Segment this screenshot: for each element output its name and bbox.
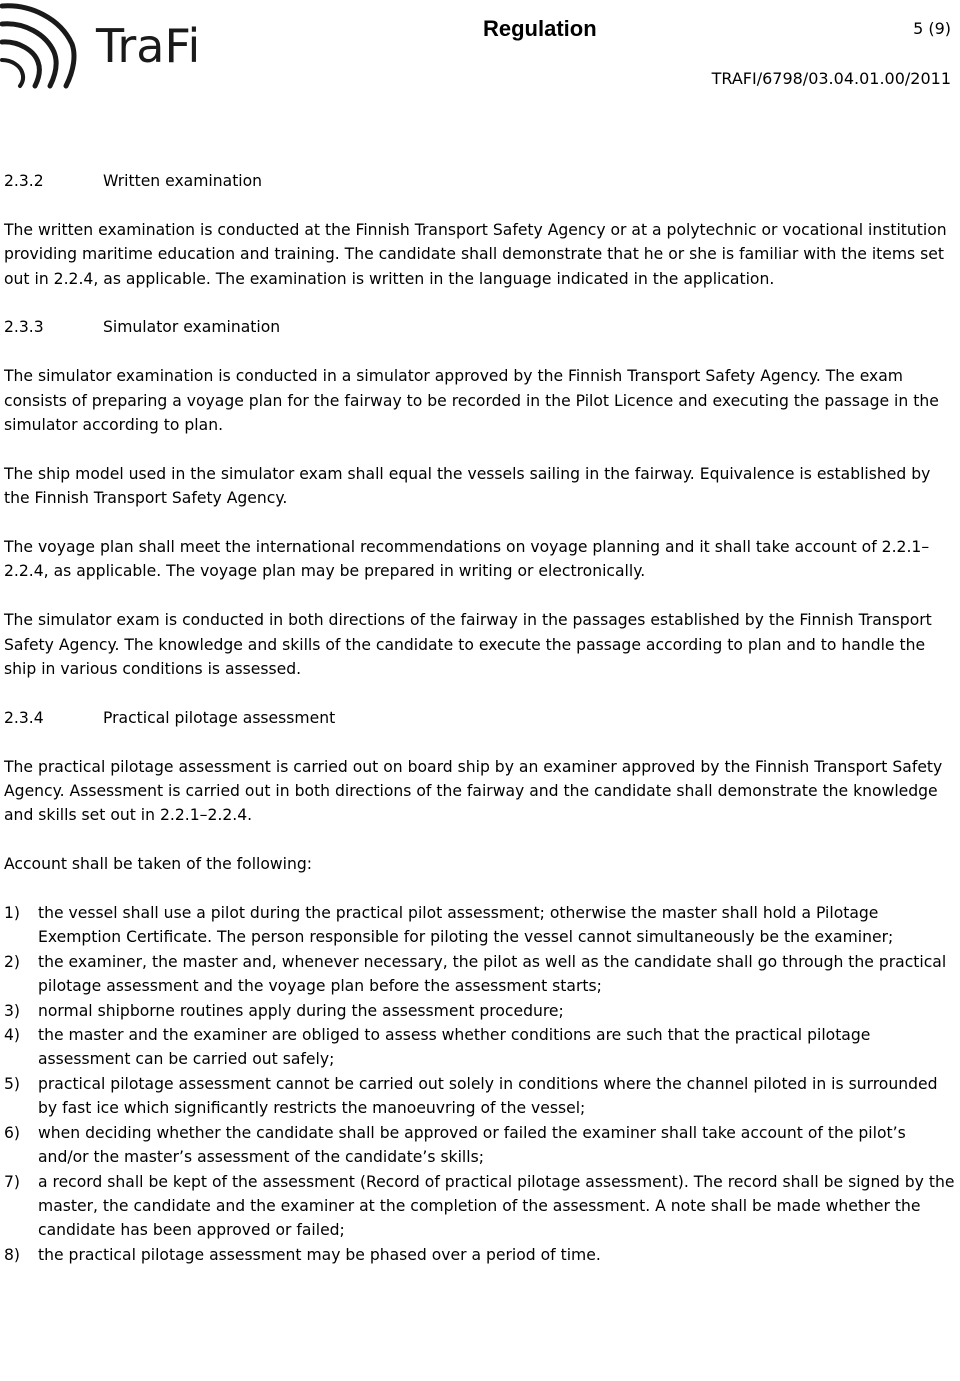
list-item-number: 3): [4, 1001, 21, 1020]
trafi-logo: [0, 0, 230, 100]
document-body: [4, 169, 958, 1267]
list-item: [4, 1170, 958, 1243]
list-item: [4, 999, 958, 1023]
list-item: [4, 901, 958, 950]
paragraph: The simulator exam is conducted in both directions of the fairway in the passages established by the Finnish Transport Safety Agency. The knowledge and skills of the candidate to execute the passage according to plan and to handle the ship in various conditions is assessed.: [4, 611, 932, 679]
logo-wordmark: TraFi: [96, 19, 201, 73]
section-title: Practical pilotage assessment: [103, 708, 336, 727]
section-heading-2-3-3: [4, 315, 958, 339]
list-item-text: the master and the examiner are obliged to assess whether conditions are such that the practical pilotage assessment can be carried out safely;: [38, 1026, 871, 1069]
paragraph: The simulator examination is conducted in a simulator approved by the Finnish Transport Safety Agency. The exam consists of preparing a voyage plan for the fairway to be recorded in the Pilot Licence and executing the passage in the simulator according to plan.: [4, 367, 939, 435]
list-item: [4, 1121, 958, 1170]
paragraph: The practical pilotage assessment is carried out on board ship by an examiner approved by the Finnish Transport Safety Agency. Assessment is carried out in both directions of the fairway and the candidate shall demonstrate the knowledge and skills set out in 2.2.1–2.2.4.: [4, 757, 943, 825]
list-item-number: 2): [4, 952, 21, 971]
section-number: 2.3.3: [4, 318, 44, 337]
paragraph: Account shall be taken of the following:: [4, 855, 313, 874]
list-item-text: the practical pilotage assessment may be phased over a period of time.: [38, 1245, 601, 1264]
list-item-number: 4): [4, 1026, 21, 1045]
list-item-number: 1): [4, 904, 21, 923]
list-item-number: 7): [4, 1172, 21, 1191]
assessment-conditions-list: [4, 901, 958, 1267]
section-number: 2.3.4: [4, 708, 44, 727]
list-item: [4, 1072, 958, 1121]
section-title: Simulator examination: [103, 318, 281, 337]
list-item-number: 8): [4, 1245, 21, 1264]
list-item-text: a record shall be kept of the assessment (Record of practical pilotage assessment). The record shall be signed by the master, the candidate and the examiner at the completion of the assessment. A note shall be made whether the candidate has been approved or failed;: [38, 1172, 955, 1240]
trafi-logo-swoosh-icon: [0, 0, 230, 100]
section-heading-2-3-2: [4, 169, 958, 193]
section-title: Written examination: [103, 172, 263, 190]
list-item-text: the examiner, the master and, whenever necessary, the pilot as well as the candidate shall go through the practical pilotage assessment and the voyage plan before the assessment starts;: [38, 952, 947, 996]
section-number: 2.3.2: [4, 172, 44, 190]
page-number: 5 (9): [913, 19, 951, 38]
document-reference: TRAFI/6798/03.04.01.00/2011: [711, 69, 951, 88]
section-heading-2-3-4: [4, 706, 958, 730]
paragraph: The voyage plan shall meet the international recommendations on voyage planning and it shall take account of 2.2.1–2.2.4, as applicable. The voyage plan may be prepared in writing or electronically.: [4, 538, 930, 581]
document-type: Regulation: [483, 16, 597, 41]
list-item-number: 6): [4, 1123, 21, 1142]
paragraph: The ship model used in the simulator exam shall equal the vessels sailing in the fairway. Equivalence is established by the Finnish Transport Safety Agency.: [4, 464, 931, 508]
list-item-number: 5): [4, 1074, 21, 1093]
list-item-text: normal shipborne routines apply during the assessment procedure;: [38, 1001, 564, 1020]
list-item-text: when deciding whether the candidate shall be approved or failed the examiner shall take account of the pilot’s and/or the master’s assessment of the candidate’s skills;: [38, 1123, 906, 1167]
list-item-text: practical pilotage assessment cannot be carried out solely in conditions where the channel piloted in is surrounded by fast ice which significantly restricts the manoeuvring of the vessel;: [38, 1074, 938, 1118]
list-item: [4, 1243, 958, 1267]
list-item: [4, 950, 958, 999]
list-item: [4, 1023, 958, 1072]
list-item-text: the vessel shall use a pilot during the practical pilot assessment; otherwise the master shall hold a Pilotage Exemption Certificate. The person responsible for piloting the vessel cannot simultaneously be the examiner;: [38, 904, 894, 947]
paragraph: The written examination is conducted at the Finnish Transport Safety Agency or at a polytechnic or vocational institution providing maritime education and training. The candidate shall demonstrate that he or she is familiar with the items set out in 2.2.4, as applicable. The examination is written in the language indicated in the application.: [4, 220, 947, 288]
